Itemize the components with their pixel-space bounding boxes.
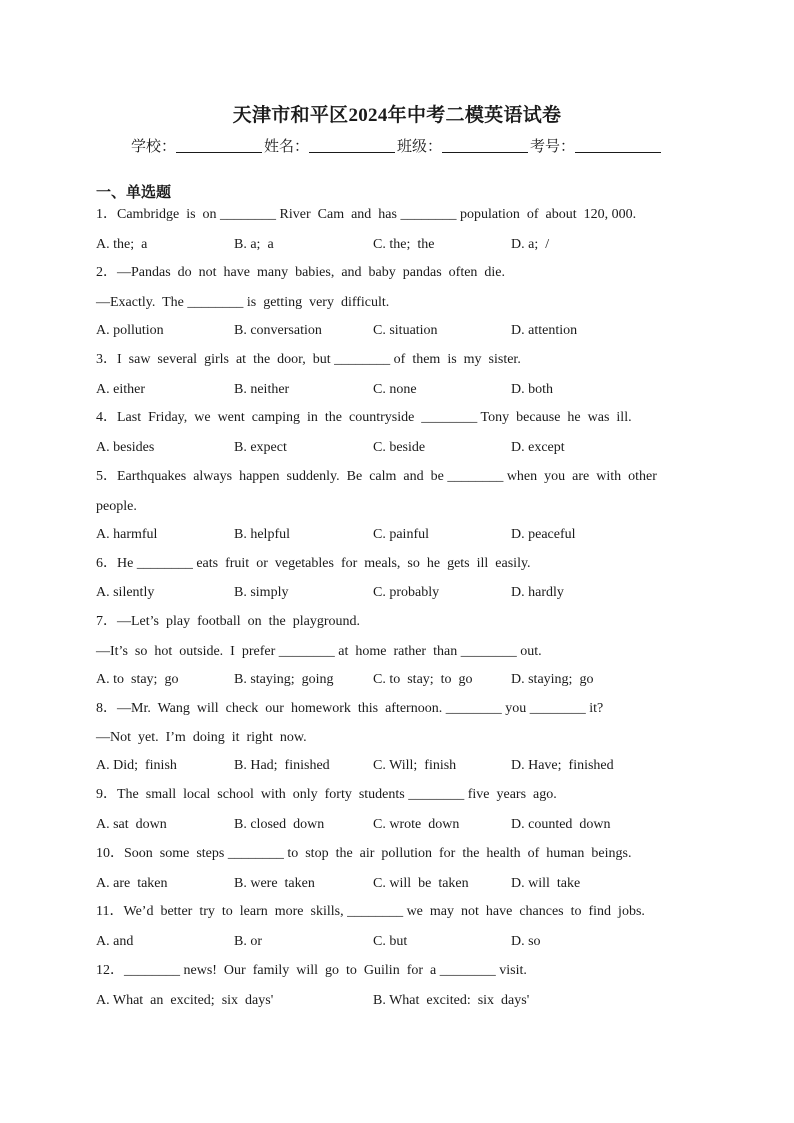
q8-option-d[interactable]: D. Have; finished: [511, 758, 614, 773]
student-info-line: [0, 135, 794, 156]
q9-option-d[interactable]: D. counted down: [511, 817, 611, 832]
q11-option-d[interactable]: D. so: [511, 934, 541, 949]
q5-option-a[interactable]: A. harmful: [96, 527, 158, 542]
question-12-line-1: 12．________ news! Our family will go to Guilin for a ________ visit.: [96, 963, 527, 978]
q9-option-c[interactable]: C. wrote down: [373, 817, 460, 832]
q6-option-b[interactable]: B. simply: [234, 585, 289, 600]
question-9-line-1: 9．The small local school with only forty students ________ five years ago.: [96, 787, 557, 802]
q6-option-d[interactable]: D. hardly: [511, 585, 564, 600]
q6-option-c[interactable]: C. probably: [373, 585, 440, 600]
q4-option-a[interactable]: A. besides: [96, 440, 155, 455]
q5-option-b[interactable]: B. helpful: [234, 527, 290, 542]
question-10-line-1: 10．Soon some steps ________ to stop the air pollution for the health of human beings.: [96, 846, 632, 861]
q10-option-c[interactable]: C. will be taken: [373, 876, 469, 891]
q2-option-c[interactable]: C. situation: [373, 323, 438, 338]
q3-option-d[interactable]: D. both: [511, 382, 553, 397]
q10-option-a[interactable]: A. are taken: [96, 876, 168, 891]
q3-option-a[interactable]: A. either: [96, 382, 145, 397]
q1-option-d[interactable]: D. a; /: [511, 237, 550, 252]
question-8-line-2: —Not yet. I’m doing it right now.: [96, 730, 307, 745]
q2-option-b[interactable]: B. conversation: [234, 323, 322, 338]
number-label: 考号：: [530, 137, 576, 155]
question-7-line-2: —It’s so hot outside. I prefer ________ at home rather than ________ out.: [96, 644, 542, 659]
question-2-line-1: 2．—Pandas do not have many babies, and baby pandas often die.: [96, 265, 506, 280]
question-1-line-1: 1．Cambridge is on ________ River Cam and has ________ population of about 120, 000.: [96, 207, 637, 222]
class-label: 班级：: [397, 137, 443, 155]
q8-option-a[interactable]: A. Did; finish: [96, 758, 177, 773]
q7-option-d[interactable]: D. staying; go: [511, 672, 594, 687]
question-2-line-2: —Exactly. The ________ is getting very difficult.: [96, 295, 390, 310]
question-5-line-1: 5．Earthquakes always happen suddenly. Be calm and be ________ when you are with other: [96, 469, 657, 484]
question-11-line-1: 11．We’d better try to learn more skills, ________ we may not have chances to find jobs.: [96, 904, 645, 919]
q9-option-a[interactable]: A. sat down: [96, 817, 167, 832]
school-blank[interactable]: [176, 138, 262, 153]
q12-option-b[interactable]: B. What excited: six days': [373, 993, 530, 1008]
q2-option-d[interactable]: D. attention: [511, 323, 578, 338]
q8-option-c[interactable]: C. Will; finish: [373, 758, 457, 773]
name-label: 姓名：: [263, 137, 309, 155]
q11-option-b[interactable]: B. or: [234, 934, 262, 949]
q7-option-a[interactable]: A. to stay; go: [96, 672, 179, 687]
q1-option-b[interactable]: B. a; a: [234, 237, 274, 252]
q11-option-a[interactable]: A. and: [96, 934, 134, 949]
q7-option-b[interactable]: B. staying; going: [234, 672, 334, 687]
q5-option-d[interactable]: D. peaceful: [511, 527, 576, 542]
page-title: 天津市和平区2024年中考二模英语试卷: [232, 105, 562, 126]
q12-option-a[interactable]: A. What an excited; six days': [96, 993, 274, 1008]
question-5-line-2: people.: [96, 499, 137, 514]
q10-option-d[interactable]: D. will take: [511, 876, 581, 891]
class-blank[interactable]: [442, 138, 528, 153]
q1-option-a[interactable]: A. the; a: [96, 237, 148, 252]
q1-option-c[interactable]: C. the; the: [373, 237, 435, 252]
question-7-line-1: 7．—Let’s play football on the playground.: [96, 614, 361, 629]
q8-option-b[interactable]: B. Had; finished: [234, 758, 330, 773]
q3-option-b[interactable]: B. neither: [234, 382, 290, 397]
q2-option-a[interactable]: A. pollution: [96, 323, 164, 338]
q6-option-a[interactable]: A. silently: [96, 585, 155, 600]
q3-option-c[interactable]: C. none: [373, 382, 417, 397]
number-blank[interactable]: [575, 138, 661, 153]
q9-option-b[interactable]: B. closed down: [234, 817, 325, 832]
q4-option-d[interactable]: D. except: [511, 440, 565, 455]
school-label: 学校：: [130, 137, 176, 155]
q7-option-c[interactable]: C. to stay; to go: [373, 672, 473, 687]
section-title: 一、单选题: [96, 183, 172, 201]
question-8-line-1: 8．—Mr. Wang will check our homework this afternoon. ________ you ________ it?: [96, 701, 604, 716]
question-3-line-1: 3．I saw several girls at the door, but ________ of them is my sister.: [96, 352, 521, 367]
question-6-line-1: 6．He ________ eats fruit or vegetables for meals, so he gets ill easily.: [96, 556, 531, 571]
q11-option-c[interactable]: C. but: [373, 934, 408, 949]
q10-option-b[interactable]: B. were taken: [234, 876, 315, 891]
q4-option-b[interactable]: B. expect: [234, 440, 287, 455]
name-blank[interactable]: [309, 138, 395, 153]
question-4-line-1: 4．Last Friday, we went camping in the countryside ________ Tony because he was ill.: [96, 410, 632, 425]
q5-option-c[interactable]: C. painful: [373, 527, 429, 542]
q4-option-c[interactable]: C. beside: [373, 440, 426, 455]
